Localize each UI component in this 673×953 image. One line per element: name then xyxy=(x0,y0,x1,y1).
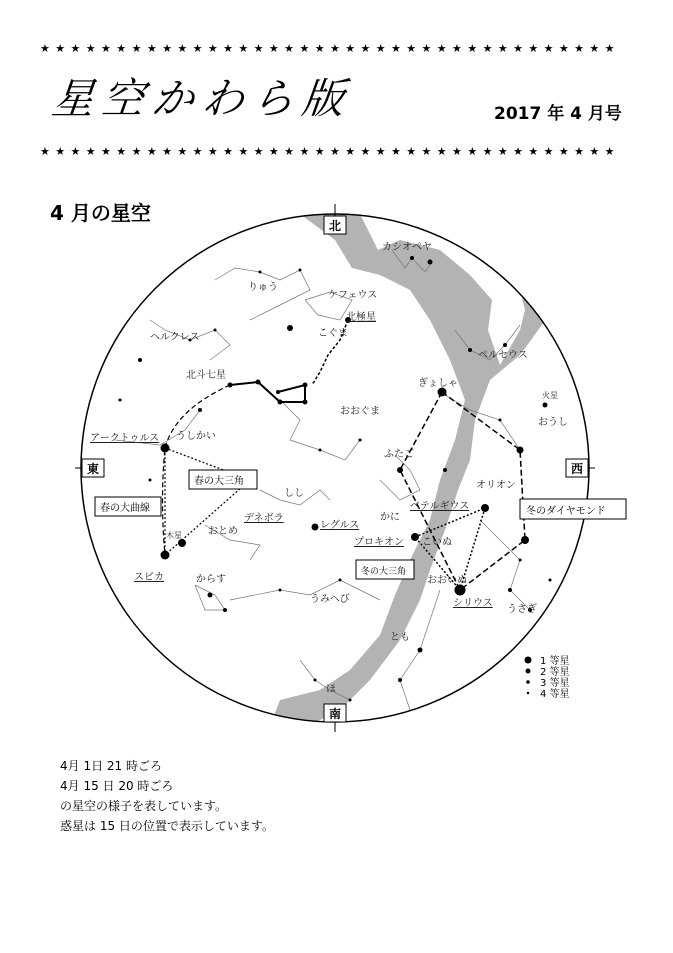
label-hydra: うみへび xyxy=(310,594,350,605)
star-border-bottom: ★★★★★★★★★★★★★★★★★★★★★★★★★★★★★★★★★★★★★★ xyxy=(40,145,620,158)
label-mars: 火星 xyxy=(542,391,558,400)
label-polaris: 北極星 xyxy=(346,312,376,323)
direction-north: 北 xyxy=(329,219,342,233)
magnitude-legend xyxy=(525,654,570,700)
label-cancer: かに xyxy=(380,512,400,523)
legend-mag2: 2 等星 xyxy=(540,667,570,678)
big-dipper-lines xyxy=(230,382,305,402)
label-leo: しし xyxy=(284,488,304,499)
newsletter-title: 星空かわら版 xyxy=(49,74,355,123)
label-cepheus: ケフェウス xyxy=(328,290,378,301)
label-auriga: ぎょしゃ xyxy=(418,378,458,389)
label-denebola: デネボラ xyxy=(244,513,284,524)
direction-south: 南 xyxy=(329,707,342,721)
note-line-3: の星空の様子を表しています。 xyxy=(60,799,228,813)
label-big-dipper: 北斗七星 xyxy=(186,370,226,381)
label-arcturus: アークトゥルス xyxy=(90,433,160,444)
stars xyxy=(119,256,562,702)
legend-mag3: 3 等星 xyxy=(540,678,570,689)
label-virgo: おとめ xyxy=(208,526,238,537)
label-betelgeuse: ベテルギウス xyxy=(410,501,470,512)
note-line-2: 4月 15 日 20 時ごろ xyxy=(60,779,174,793)
box-spring-curve: 春の大曲線 xyxy=(100,503,150,514)
label-canis-major: おおいぬ xyxy=(427,575,467,586)
note-line-1: 4月 1日 21 時ごろ xyxy=(60,759,162,773)
label-cassiopeia: カシオペヤ xyxy=(382,242,432,253)
milky-way xyxy=(270,214,560,730)
observation-notes xyxy=(60,756,274,836)
legend-mag4: 4 等星 xyxy=(540,689,570,700)
label-ursa-minor: こぐま xyxy=(318,328,348,339)
label-taurus: おうし xyxy=(538,417,568,428)
section-title: 4 月の星空 xyxy=(50,201,151,225)
direction-west: 西 xyxy=(571,462,584,476)
box-winter-triangle: 冬の大三角 xyxy=(361,567,407,577)
label-regulus: レグルス xyxy=(320,520,360,531)
label-procyon: プロキオン xyxy=(354,537,404,548)
label-corvus: からす xyxy=(196,574,226,585)
legend-mag1: 1 等星 xyxy=(540,656,570,667)
note-line-4: 惑星は 15 日の位置で表示しています。 xyxy=(60,819,274,833)
label-gemini: ふたご xyxy=(384,449,414,460)
label-orion: オリオン xyxy=(476,480,516,491)
box-winter-diamond: 冬のダイヤモンド xyxy=(526,506,606,517)
label-draco: りゅう xyxy=(248,282,278,293)
label-hercules: ヘルクレス xyxy=(150,332,200,343)
label-perseus: ペルセウス xyxy=(478,350,528,361)
label-bootes: うしかい xyxy=(176,431,216,442)
label-puppis: とも xyxy=(390,632,410,643)
label-vela: ほ xyxy=(326,684,336,695)
label-canis-minor: こいぬ xyxy=(422,537,452,548)
star-border-top: ★★★★★★★★★★★★★★★★★★★★★★★★★★★★★★★★★★★★★★ xyxy=(40,42,620,55)
label-ursa-major: おおぐま xyxy=(340,406,380,417)
issue-date: 2017 年 4 月号 xyxy=(494,104,622,124)
label-spica: スピカ xyxy=(134,572,164,583)
direction-east: 東 xyxy=(87,462,100,476)
label-jupiter: 木星 xyxy=(166,531,182,540)
label-lepus: うさぎ xyxy=(507,604,537,615)
box-spring-triangle: 春の大三角 xyxy=(194,476,244,487)
label-sirius: シリウス xyxy=(453,598,493,609)
